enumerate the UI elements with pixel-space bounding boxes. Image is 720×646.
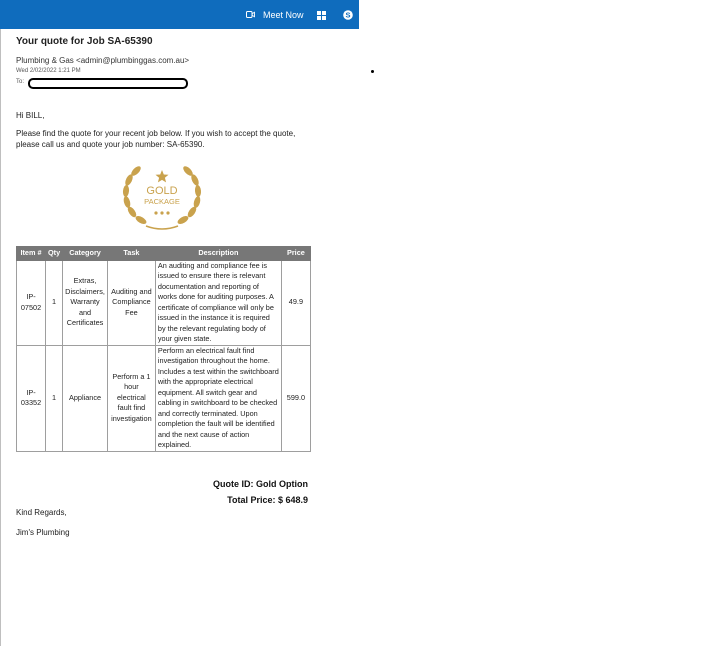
recipient-label: To:	[16, 79, 25, 85]
table-row	[17, 260, 311, 345]
col-item: Item #	[17, 247, 46, 261]
qty-cell: 1	[46, 260, 63, 345]
category-cell: Appliance	[63, 345, 108, 451]
email-closing: Kind Regards,	[16, 508, 67, 517]
total-price: Total Price: $ 648.9	[227, 495, 308, 505]
col-task: Task	[107, 247, 155, 261]
description-cell: Perform an electrical fault find investigation throughout the home. Includes a test within the switchboard with the appropriate electrical equipment. All switch gear and cabling in switchboard to be checked and correctly terminated. Upon completion the fault will be identified and the next cause of action explained.	[155, 345, 281, 451]
quote-id: Quote ID: Gold Option	[213, 479, 308, 489]
video-camera-icon[interactable]	[246, 11, 255, 18]
redacted-recipient	[28, 78, 188, 89]
badge-package-text: PACKAGE	[144, 197, 180, 206]
task-cell: Auditing and Compliance Fee	[107, 260, 155, 345]
col-category: Category	[63, 247, 108, 261]
item-cell: IP-07502	[17, 260, 46, 345]
price-cell: 49.9	[281, 260, 310, 345]
category-cell: Extras, Disclaimers, Warranty and Certificates	[63, 260, 108, 345]
task-cell: Perform a 1 hour electrical fault find investigation	[107, 345, 155, 451]
stray-dot	[371, 70, 374, 73]
description-cell: An auditing and compliance fee is issued to ensure there is relevant documentation and reporting of works done for auditing purposes. A certificate of compliance will only be issued in the instance it is required by the relevant regulating body of your given state.	[155, 260, 281, 345]
apps-grid-icon[interactable]	[317, 11, 326, 20]
col-price: Price	[281, 247, 310, 261]
price-cell: 599.0	[281, 345, 310, 451]
qty-cell: 1	[46, 345, 63, 451]
quote-table	[16, 246, 311, 452]
email-greeting: Hi BILL,	[16, 111, 45, 120]
email-subject: Your quote for Job SA-65390	[16, 36, 153, 47]
pane-divider	[0, 29, 1, 646]
email-sender[interactable]: Plumbing & Gas <admin@plumbinggas.com.au>	[16, 56, 190, 65]
email-signature: Jim's Plumbing	[16, 528, 70, 537]
email-date: Wed 2/02/2022 1:21 PM	[16, 68, 81, 74]
item-cell: IP-03352	[17, 345, 46, 451]
laurel-wreath-icon	[118, 158, 206, 234]
col-description: Description	[155, 247, 281, 261]
col-qty: Qty	[46, 247, 63, 261]
email-toolbar	[0, 0, 359, 29]
skype-icon[interactable]	[343, 10, 353, 20]
table-row	[17, 345, 311, 451]
svg-text:S: S	[345, 10, 351, 20]
quote-totals	[16, 476, 308, 508]
table-header-row	[17, 247, 311, 261]
email-intro: Please find the quote for your recent job below. If you wish to accept the quote, please call us and quote your job number: SA-65390.	[16, 129, 296, 149]
badge-gold-text: GOLD	[146, 185, 178, 197]
meet-now-button[interactable]: Meet Now	[263, 10, 304, 20]
